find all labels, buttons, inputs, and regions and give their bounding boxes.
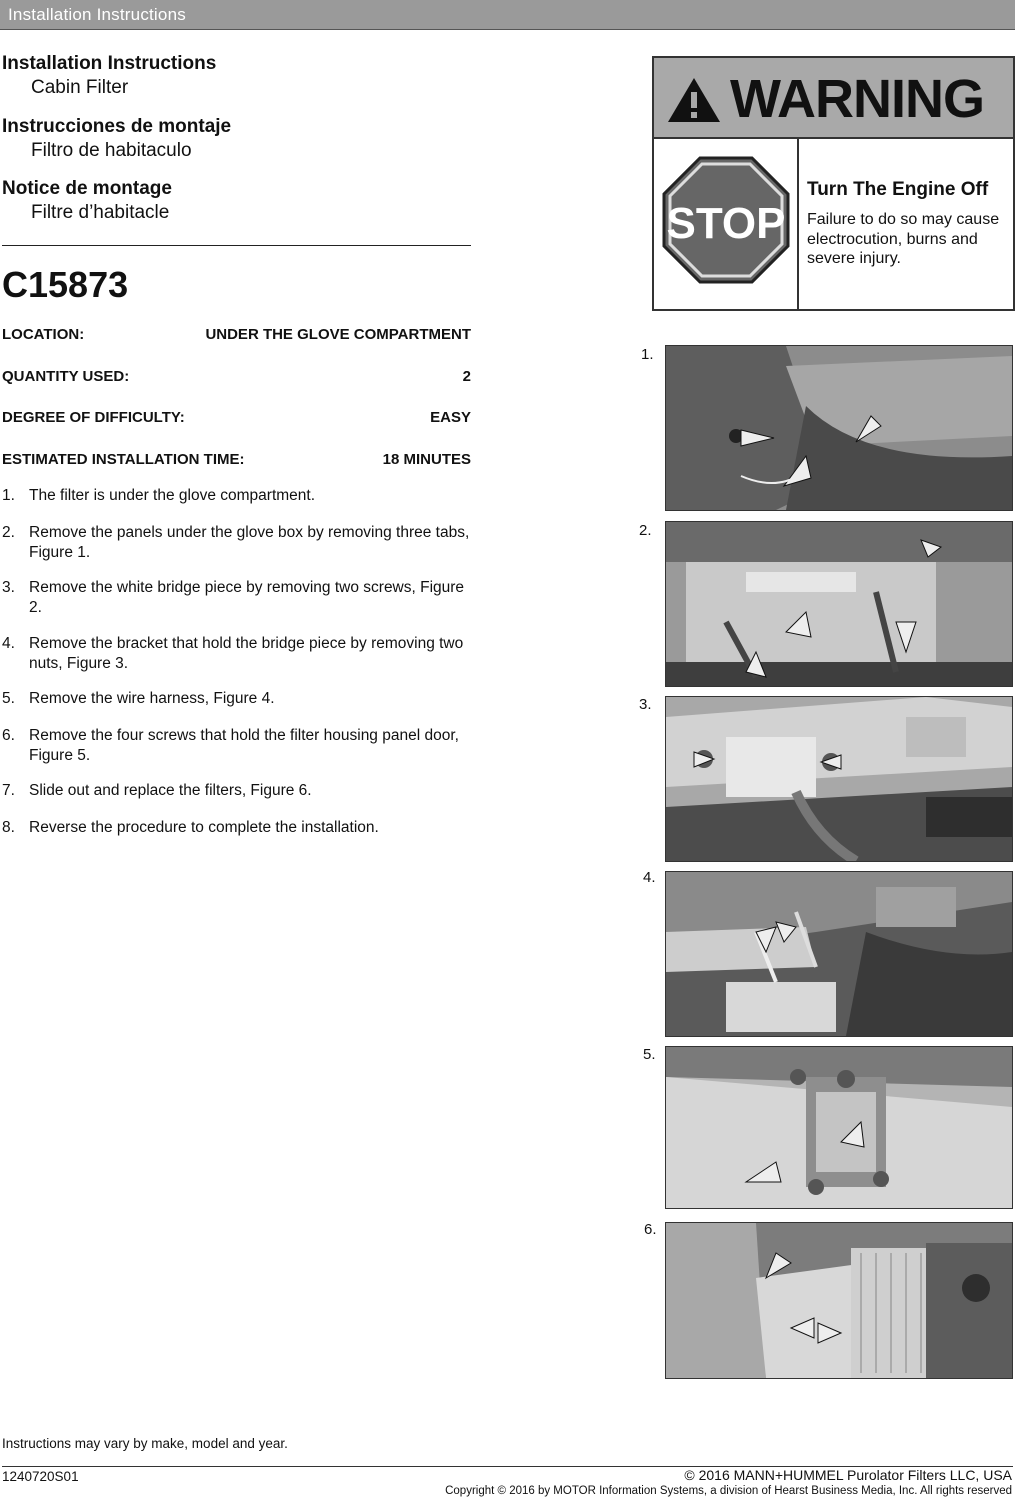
warning-text: Failure to do so may cause electrocution, burns and severe injury.: [807, 211, 1000, 267]
figure-number: 4.: [643, 869, 656, 886]
step-text: Remove the wire harness, Figure 4.: [29, 690, 275, 707]
step-text: Remove the four screws that hold the filter housing panel door, Figure 5.: [29, 727, 459, 764]
step-number: 2.: [2, 524, 15, 541]
step-number: 3.: [2, 579, 15, 596]
figure-number: 1.: [641, 346, 654, 363]
step-number: 8.: [2, 819, 15, 836]
figure-3-photo: [665, 696, 1013, 862]
spec-value: 2: [462, 368, 471, 385]
title-english: Installation Instructions: [2, 53, 217, 74]
figure-6-photo: [665, 1222, 1013, 1379]
spec-time: [2, 451, 471, 468]
step-text: Slide out and replace the filters, Figure 6.: [29, 782, 312, 799]
warning-title: Turn The Engine Off: [807, 179, 989, 200]
step-number: 5.: [2, 690, 15, 707]
warning-divider: [797, 137, 799, 309]
stop-sign-icon: [662, 156, 790, 284]
header-title: Installation Instructions: [8, 5, 186, 24]
step-number: 1.: [2, 487, 15, 504]
spec-difficulty: [2, 409, 471, 426]
subtitle-french: Filtre d’habitacle: [31, 202, 170, 223]
warning-triangle-icon: [666, 76, 722, 124]
document-code: 1240720S01: [2, 1469, 79, 1484]
figure-number: 5.: [643, 1046, 656, 1063]
subtitle-spanish: Filtro de habitaculo: [31, 140, 192, 161]
spec-value: EASY: [430, 409, 471, 426]
warning-header: [654, 58, 1013, 139]
step-number: 6.: [2, 727, 15, 744]
spec-location: [2, 326, 471, 343]
title-french: Notice de montage: [2, 178, 172, 199]
stop-text: STOP: [666, 199, 786, 248]
step-number: 4.: [2, 635, 15, 652]
copyright-mann-hummel: © 2016 MANN+HUMMEL Purolator Filters LLC, USA: [684, 1467, 1012, 1483]
spec-quantity: [2, 368, 471, 385]
step-number: 7.: [2, 782, 15, 799]
figure-4-photo: [665, 871, 1013, 1037]
step-text: Remove the white bridge piece by removing two screws, Figure 2.: [29, 579, 465, 616]
step-text: Reverse the procedure to complete the installation.: [29, 819, 379, 836]
divider: [2, 245, 471, 246]
warning-word: WARNING: [730, 69, 984, 129]
spec-label: ESTIMATED INSTALLATION TIME:: [2, 451, 245, 468]
spec-label: LOCATION:: [2, 326, 85, 343]
step-text: The filter is under the glove compartment.: [29, 487, 316, 504]
warning-label: [652, 56, 1015, 311]
footer-note: Instructions may vary by make, model and year.: [2, 1436, 288, 1451]
subtitle-english: Cabin Filter: [31, 77, 129, 98]
spec-label: DEGREE OF DIFFICULTY:: [2, 409, 185, 426]
step-text: Remove the panels under the glove box by removing three tabs, Figure 1.: [29, 524, 470, 561]
figure-number: 6.: [644, 1221, 657, 1238]
copyright-motor: Copyright © 2016 by MOTOR Information Systems, a division of Hearst Business Media, Inc. All rights reserved: [445, 1485, 1012, 1497]
header-bar: [0, 0, 1015, 30]
spec-value: UNDER THE GLOVE COMPARTMENT: [205, 326, 471, 343]
figure-number: 2.: [639, 522, 652, 539]
part-number: C15873: [2, 264, 129, 305]
spec-label: QUANTITY USED:: [2, 368, 130, 385]
figure-2-photo: [665, 521, 1013, 687]
figure-number: 3.: [639, 696, 652, 713]
step-text: Remove the bracket that hold the bridge piece by removing two nuts, Figure 3.: [29, 635, 464, 672]
figure-1-photo: [665, 345, 1013, 511]
title-spanish: Instrucciones de montaje: [2, 116, 232, 137]
spec-value: 18 MINUTES: [382, 451, 471, 468]
figure-5-photo: [665, 1046, 1013, 1209]
